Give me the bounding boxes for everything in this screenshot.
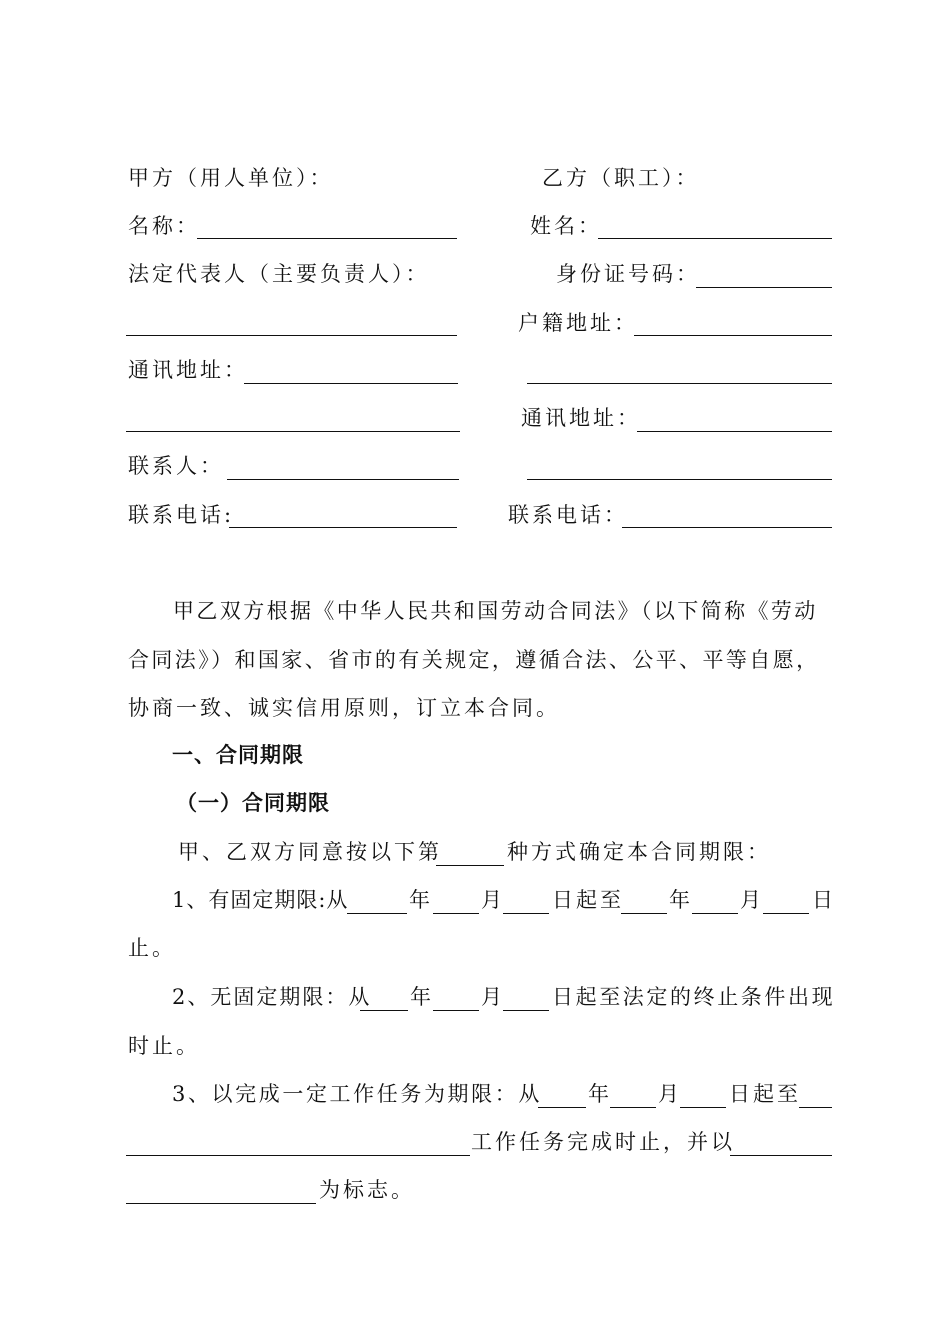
opt3-month-label: 月 — [658, 1082, 682, 1106]
party-b-heading: 乙方（职工）： — [542, 166, 700, 190]
option2-end-text: 时止。 — [128, 1034, 200, 1058]
legal-rep-field[interactable] — [126, 335, 457, 336]
opt1-start-year-field[interactable] — [347, 913, 407, 914]
contact-person-field[interactable] — [227, 479, 459, 480]
opt1-month2-label: 月 — [740, 888, 764, 912]
opt2-month-field[interactable] — [433, 1010, 479, 1011]
intro-line-3: 协商一致、诚实信用原则，订立本合同。 — [128, 696, 560, 720]
subsection-heading: （一）合同期限 — [176, 791, 330, 815]
company-address-field[interactable] — [244, 383, 458, 384]
option2-rest-text: 日起至法定的终止条件出现 — [552, 985, 836, 1009]
opt3-task-field[interactable] — [799, 1107, 832, 1108]
opt3-to-label: 日起至 — [729, 1082, 801, 1106]
company-phone-label: 联系电话: — [128, 503, 235, 527]
worker-address-label: 通讯地址： — [521, 406, 641, 430]
intro-line-1: 甲乙双方根据《中华人民共和国劳动合同法》（以下简称《劳动 — [173, 599, 818, 623]
id-number-label: 身份证号码： — [556, 262, 700, 286]
worker-phone-field[interactable] — [622, 527, 832, 528]
opt2-month-label: 月 — [481, 985, 505, 1009]
opt3-day-field[interactable] — [680, 1107, 726, 1108]
company-phone-field[interactable] — [229, 527, 457, 528]
opt2-year-label: 年 — [410, 985, 434, 1009]
opt2-year-field[interactable] — [360, 1010, 408, 1011]
contact-person-label: 联系人： — [128, 454, 224, 478]
household-address-field[interactable] — [634, 335, 832, 336]
option-number-field[interactable] — [436, 865, 504, 866]
option1-text: 1、有固定期限:从 — [172, 888, 349, 912]
choose-text-b: 种方式确定本合同期限： — [507, 840, 771, 864]
opt1-to-label: 日起至 — [552, 888, 624, 912]
worker-address-field-line2[interactable] — [527, 479, 832, 480]
option3-end-text: 为标志。 — [319, 1178, 415, 1202]
household-address-field-line2[interactable] — [527, 383, 832, 384]
opt3-marker-field[interactable] — [730, 1155, 832, 1156]
option3-mid-text: 工作任务完成时止，并以 — [471, 1130, 735, 1154]
opt1-day2-label: 日 — [812, 888, 836, 912]
option1-end-text: 止。 — [128, 936, 176, 960]
opt1-year-label: 年 — [409, 888, 433, 912]
party-a-heading: 甲方（用人单位）： — [128, 166, 334, 190]
legal-rep-label: 法定代表人（主要负责人）： — [128, 262, 430, 286]
worker-name-field[interactable] — [598, 238, 832, 239]
household-address-label: 户籍地址： — [518, 311, 638, 335]
opt3-year-label: 年 — [588, 1082, 612, 1106]
option2-text: 2、无固定期限：从 — [172, 985, 372, 1009]
opt3-marker-field-line2[interactable] — [126, 1203, 316, 1204]
id-number-field[interactable] — [696, 287, 832, 288]
opt1-month-label: 月 — [481, 888, 505, 912]
option3-text: 3、以完成一定工作任务为期限：从 — [172, 1082, 542, 1106]
opt1-end-year-field[interactable] — [621, 913, 667, 914]
opt3-task-field-line2[interactable] — [126, 1155, 470, 1156]
opt1-end-month-field[interactable] — [692, 913, 738, 914]
company-name-field[interactable] — [197, 238, 457, 239]
opt1-end-day-field[interactable] — [763, 913, 809, 914]
worker-name-label: 姓名： — [530, 214, 602, 238]
choose-text-a: 甲、乙双方同意按以下第 — [178, 840, 442, 864]
opt1-start-day-field[interactable] — [503, 913, 549, 914]
opt2-day-field[interactable] — [503, 1010, 549, 1011]
intro-line-2: 合同法》）和国家、省市的有关规定，遵循合法、公平、平等自愿， — [128, 648, 820, 672]
company-name-label: 名称： — [128, 214, 200, 238]
company-address-field-line2[interactable] — [126, 431, 460, 432]
company-address-label: 通讯地址： — [128, 358, 248, 382]
opt1-year2-label: 年 — [669, 888, 693, 912]
opt3-year-field[interactable] — [538, 1107, 586, 1108]
worker-address-field[interactable] — [637, 431, 832, 432]
opt3-month-field[interactable] — [610, 1107, 656, 1108]
opt1-start-month-field[interactable] — [433, 913, 479, 914]
worker-phone-label: 联系电话： — [508, 503, 628, 527]
section-heading: 一、合同期限 — [172, 743, 304, 767]
